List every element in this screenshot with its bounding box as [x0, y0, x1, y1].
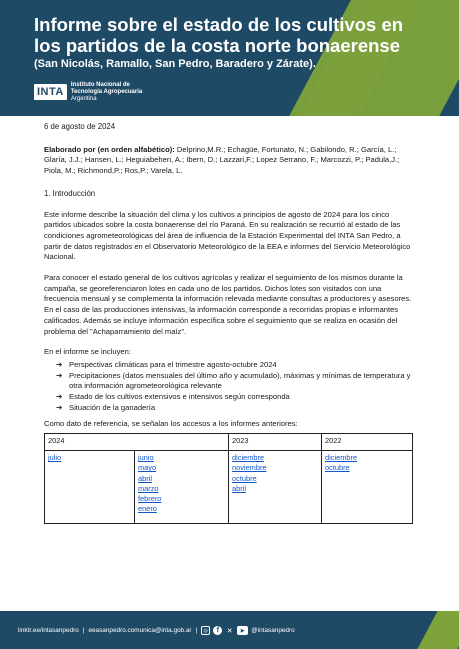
report-link-2024-marzo[interactable]: marzo [138, 483, 159, 493]
logo-line-3: Argentina [70, 95, 97, 102]
youtube-icon[interactable]: ▶ [237, 626, 248, 635]
year-header-2024: 2024 [45, 434, 229, 451]
report-link-2024-abril[interactable]: abril [138, 473, 152, 483]
footer-contact-row [18, 626, 295, 635]
table-row [45, 451, 413, 524]
footer-divider: | [195, 627, 198, 634]
email-link[interactable]: eeasanpedro.comunica@inta.gob.ar [88, 627, 192, 634]
footer-accent [411, 611, 459, 649]
arrow-icon: ➔ [56, 370, 63, 380]
social-handle[interactable]: @intasanpedro [251, 627, 295, 634]
list-item: ➔ Estado de los cultivos extensivos e intensivos según corresponda [56, 392, 290, 402]
inta-logo [34, 80, 142, 104]
intro-paragraph-1: Este informe describe la situación del clima y los cultivos a principios de agosto de 2024 para los cinco partidos ubicados sobre la costa bonaerense del río Paraná. En su realización se recurrió al estado de las condiciones agrometeorológicas del área de influencia de la Estación Experimental del INTA San Pedro, a partir de datos registrados en el Observatorio Meteorológico de la EEA e informes del Servicio Meteorológico Nacional. [44, 209, 411, 262]
authors-block [44, 145, 414, 177]
list-item: ➔ Precipitaciones (datos mensuales del último año y acumulado), máximas y mínimas de temperatura y otra información agrometeorológica relevante [56, 370, 411, 391]
report-link-2023-diciembre[interactable]: diciembre [232, 453, 265, 463]
x-icon[interactable]: ✕ [226, 627, 233, 635]
table-header-row [45, 434, 413, 451]
previous-reports-table [44, 433, 413, 524]
inta-logo-mark: INTA [34, 84, 67, 100]
inta-logo-text [71, 82, 142, 103]
arrow-icon: ➔ [56, 359, 63, 369]
instagram-icon[interactable]: ◎ [201, 626, 210, 635]
document-title: Informe sobre el estado de los cultivos en los partidos de la costa norte bonaerense [34, 14, 404, 56]
report-link-2024-febrero[interactable]: febrero [138, 493, 162, 503]
links-2023 [229, 451, 322, 524]
year-header-2022: 2022 [322, 434, 413, 451]
report-link-2023-noviembre[interactable]: noviembre [232, 463, 267, 473]
section-heading-intro: 1. Introducción [44, 188, 96, 198]
report-link-2024-mayo[interactable]: mayo [138, 463, 157, 473]
header-banner [0, 0, 459, 116]
included-items-list [56, 360, 414, 414]
arrow-icon: ➔ [56, 402, 63, 412]
arrow-icon: ➔ [56, 392, 63, 402]
intro-paragraph-2: Para conocer el estado general de los cultivos agrícolas y realizar el seguimiento de los mismos durante la campaña, se georeferenciaron lotes en cada uno de los partidos. Dichos lotes son visitados con una frecuencia mensual y se complementa la información relevada mediante consultas a productores y asesores. En el caso de las producciones intensivas, la información corresponde a recorridas propias e informantes calificados. Además se incluye información específica sobre el seguimiento que se realiza en ocasión del problema del "Achaparramiento del maíz". [44, 273, 412, 336]
list-intro: En el informe se incluyen: [44, 347, 131, 357]
report-link-2023-octubre[interactable]: octubre [232, 473, 257, 483]
logo-line-1: Instituto Nacional de [70, 81, 130, 88]
authors-label: Elaborado por (en orden alfabético): [44, 144, 175, 154]
report-link-2024-junio[interactable]: junio [138, 453, 154, 463]
year-header-2023: 2023 [229, 434, 322, 451]
report-link-2024-enero[interactable]: enero [138, 504, 157, 514]
facebook-icon[interactable]: f [213, 626, 222, 635]
logo-line-2: Tecnología Agropecuaria [70, 88, 143, 95]
report-link-2022-diciembre[interactable]: diciembre [325, 453, 358, 463]
report-link-2024-julio[interactable]: julio [48, 453, 62, 463]
links-2022 [322, 451, 413, 524]
links-2024-a [45, 451, 135, 524]
document-subtitle: (San Nicolás, Ramallo, San Pedro, Baradero y Zárate). [34, 58, 316, 70]
report-link-2023-abril[interactable]: abril [232, 483, 246, 493]
list-item: ➔ Perspectivas climáticas para el trimestre agosto-octubre 2024 [56, 359, 277, 369]
report-date: 6 de agosto de 2024 [44, 122, 116, 131]
list-item: ➔ Situación de la ganadería [56, 402, 156, 412]
references-intro: Como dato de referencia, se señalan los accesos a los informes anteriores: [44, 419, 298, 429]
report-link-2022-octubre[interactable]: octubre [325, 463, 350, 473]
footer-divider: | [82, 627, 85, 634]
document-body [44, 122, 414, 524]
linktree-link[interactable]: linktr.ee/intasanpedro [18, 627, 79, 634]
authors-names: Delprino,M.R.; Echagüe, Fortunato, N.; Gabilondo, R.; García, L.; Glaría, J.J.; Hansen, L.; Heguiabeheri, A.; Ibern, D.; Lazzari,F.; Lopez Serrano, F.; Marcozzi, P.; Padula,J.; Piola, M.; Richmond,P.; Ros,P.; Varela, L. [44, 144, 400, 176]
links-2024-b [135, 451, 229, 524]
footer-banner [0, 611, 459, 649]
